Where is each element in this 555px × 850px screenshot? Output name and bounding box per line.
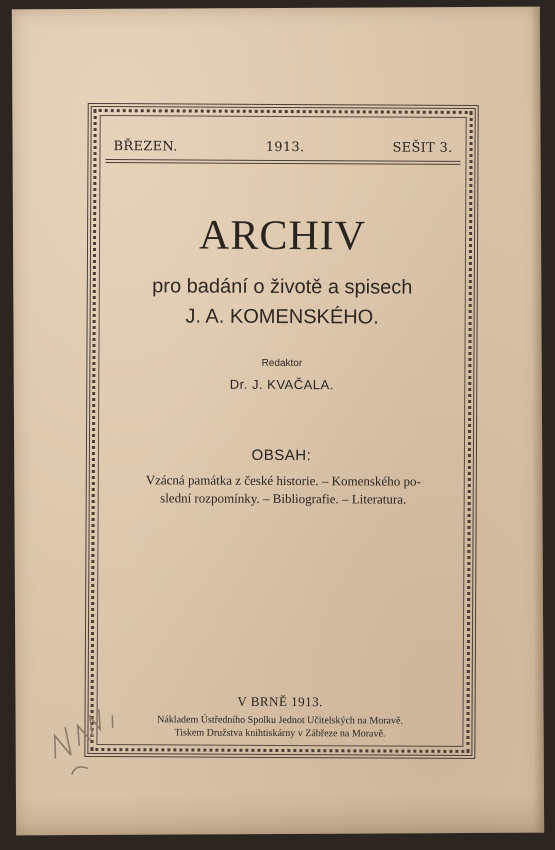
issue-year: 1913. <box>265 139 305 156</box>
header-rule <box>105 159 460 165</box>
frame-content <box>102 121 460 741</box>
contents-heading: OBSAH: <box>251 446 312 465</box>
issue-month: BŘEZEN. <box>113 139 178 155</box>
subtitle-line-1: pro badání o životě a spisech <box>152 275 413 299</box>
ornamental-border <box>84 103 478 759</box>
issue-header <box>113 139 452 156</box>
editor-name: Dr. J. KVAČALA. <box>229 376 334 393</box>
publication-place: V BRNĚ 1913. <box>237 693 323 710</box>
journal-subtitle <box>105 271 460 333</box>
contents-line-1: Vzácná památka z české historie. – Komenského po- <box>145 472 421 489</box>
editor-label: Redaktor <box>261 357 303 370</box>
page-edge <box>530 7 544 833</box>
journal-title: ARCHIV <box>198 212 367 260</box>
issue-number: SEŠIT 3. <box>392 140 453 156</box>
paper-stain <box>16 793 544 836</box>
subtitle-line-2: J. A. KOMENSKÉHO. <box>185 305 379 329</box>
document-cover <box>12 7 544 836</box>
contents-list <box>114 471 453 509</box>
imprint <box>102 713 457 741</box>
contents-line-2: slední rozpomínky. – Bibliografie. – Literatura. <box>160 490 407 507</box>
imprint-line-1: Nákladem Ústředního Spolku Jednot Učitelských na Moravě. <box>157 714 403 727</box>
imprint-line-2: Tiskem Družstva knihtiskárny v Zábřeze na Moravě. <box>174 727 386 740</box>
